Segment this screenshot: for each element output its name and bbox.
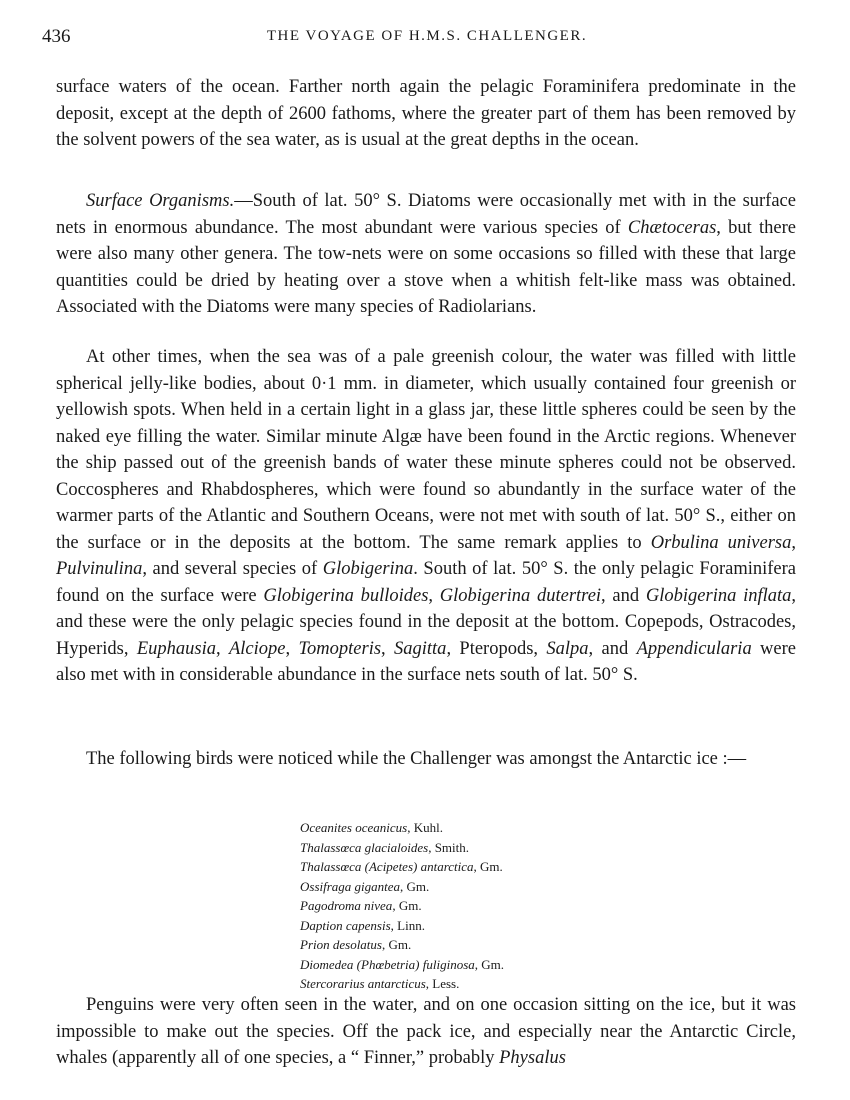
bird-species: Thalassœca glacialoides: [300, 839, 429, 855]
paragraph-text: At other times, when the sea was of a pale greenish colour, the water was filled with little spherical jelly-like bodies, about 0·1 mm. in diameter, which usually contained four greenish or yellowish spots. When held in a certain light in a glass jar, these little spheres could be seen by the naked eye filling the water. Similar minute Algæ have been found in the Arctic regions. Whenever the ship passed out of the greenish bands of water these minute spheres could not be observed. Coccospheres and Rhabdospheres, which were found so abundantly in the surface water of the warmer parts of the Atlantic and Southern Oceans, were not met with south of lat. 50° S., either on the surface or in the deposits at the bottom. The same remark applies to: [56, 347, 796, 553]
taxon-name: Appendicularia: [636, 638, 752, 659]
bird-species: Pagodroma nivea: [300, 898, 393, 913]
list-item: [300, 857, 780, 877]
bird-species: Thalassœca (Acipetes) antarctica: [300, 859, 474, 874]
bird-species: Diomedea (Phœbetria) fuliginosa: [300, 956, 475, 972]
bird-species: Stercorarius antarcticus: [300, 976, 426, 991]
taxon-name: Globigerina: [322, 559, 414, 579]
list-item: [300, 955, 780, 975]
list-item: [300, 974, 780, 994]
taxon-name: Orbulina universa: [650, 532, 792, 553]
bird-authority: , Less.: [425, 976, 460, 991]
bird-authority: , Gm.: [474, 956, 505, 972]
taxon-name: Pulvinulina: [56, 559, 143, 579]
taxon-name: Tomopteris: [298, 638, 382, 659]
paragraph-deposits: [56, 74, 796, 154]
bird-authority: , Smith.: [428, 839, 470, 855]
taxon-name: Euphausia: [136, 638, 216, 659]
page-header: [42, 26, 812, 50]
page-number: 436: [42, 26, 71, 47]
list-item: [300, 818, 780, 838]
section-heading: Surface Organisms.: [86, 191, 235, 211]
taxon-name: Sagitta: [394, 638, 447, 659]
bird-authority: , Gm.: [400, 878, 430, 894]
taxon-name: Globigerina bulloides: [263, 585, 429, 606]
list-item: [300, 896, 780, 916]
paragraph-text: , but there were also many other genera. The tow-nets were on some occasions so filled with these that large quantities could be dried by heating over a stove when a whitish felt-like mass was obtained. Associated with the Diatoms were many species of Radiolarians.: [56, 217, 797, 317]
taxon-name: Alciope: [228, 638, 286, 659]
bird-species: Daption capensis: [300, 917, 391, 933]
bird-species: Prion desolatus: [300, 937, 382, 952]
list-item: [300, 838, 780, 858]
running-head: THE VOYAGE OF H.M.S. CHALLENGER.: [266, 28, 588, 44]
paragraph-text: —South of lat. 50° S. Diatoms were occasionally met with in the surface nets in enormous abundance. The most abundant were various species of: [56, 191, 796, 238]
bird-species: Oceanites oceanicus: [300, 820, 408, 835]
list-item: [300, 916, 780, 936]
paragraph-surface-organisms: [56, 188, 796, 321]
paragraph-greenish-water: At other times, when the sea was of a pale greenish colour, the water was filled with little spherical jelly-like bodies, about 0·1 mm. in diameter, which usually contained four greenish or yellowish spots. When held in a certain light in a glass jar, these little spheres could be seen by the naked eye filling the water. Similar minute Algæ have been found in the Arctic regions. Whenever the ship passed out of the greenish bands of water these minute spheres could not be observed. Coccospheres and Rhabdospheres, which were found so abundantly in the surface water of the warmer parts of the Atlantic and Southern Oceans, were not met with south of lat. 50° S., either on the surface or in the deposits at the bottom. The same remark applies to Orbulina universa, Pulvinulina, and several species of Globigerina. South of lat. 50° S. the only pelagic Foraminifera found on the surface were Globigerina bulloides, Globigerina dutertrei, and Globigerina inflata, and these were the only pelagic species found in the deposit at the bottom. Copepods, Ostracodes, Hyperids, Euphausia, Alciope, Tomopteris, Sagitta, Pteropods, Salpa, and Appendicularia were also met with in considerable abundance in the surface nets south of lat. 50° S.: [56, 347, 797, 685]
taxon-name: Globigerina dutertrei: [439, 585, 602, 606]
list-item: [300, 935, 780, 955]
bird-list: [300, 818, 780, 994]
taxon-name: Salpa: [546, 638, 589, 659]
taxon-name: Chætoceras: [627, 217, 717, 238]
bird-authority: , Kuhl.: [407, 820, 443, 835]
paragraph-text: Penguins were very often seen in the water, and on one occasion sitting on the ice, but it was impossible to make out the species. Off the pack ice, and especially near the Antarctic Circle, whales (apparently all of one species, a “ Finner,” probably: [56, 995, 796, 1068]
bird-species: Ossifraga gigantea: [300, 878, 401, 894]
paragraph-birds-intro: [56, 746, 796, 773]
bird-authority: , Gm.: [473, 859, 503, 874]
bird-authority: , Gm.: [381, 937, 412, 952]
paragraph-penguins: [56, 992, 796, 1072]
bird-authority: , Linn.: [390, 917, 425, 933]
bird-authority: , Gm.: [392, 898, 422, 913]
list-item: [300, 877, 780, 897]
taxon-name: Physalus: [499, 1048, 566, 1068]
paragraph-text: The following birds were noticed while the Challenger was amongst the Antarctic ice :—: [86, 749, 747, 769]
paragraph-text: surface waters of the ocean. Farther north again the pelagic Foraminifera predominate in the deposit, except at the depth of 2600 fathoms, where the greater part of them has been removed by the solvent powers of the sea water, as is usual at the great depths in the ocean.: [56, 77, 796, 150]
taxon-name: Globigerina inflata: [645, 585, 792, 606]
